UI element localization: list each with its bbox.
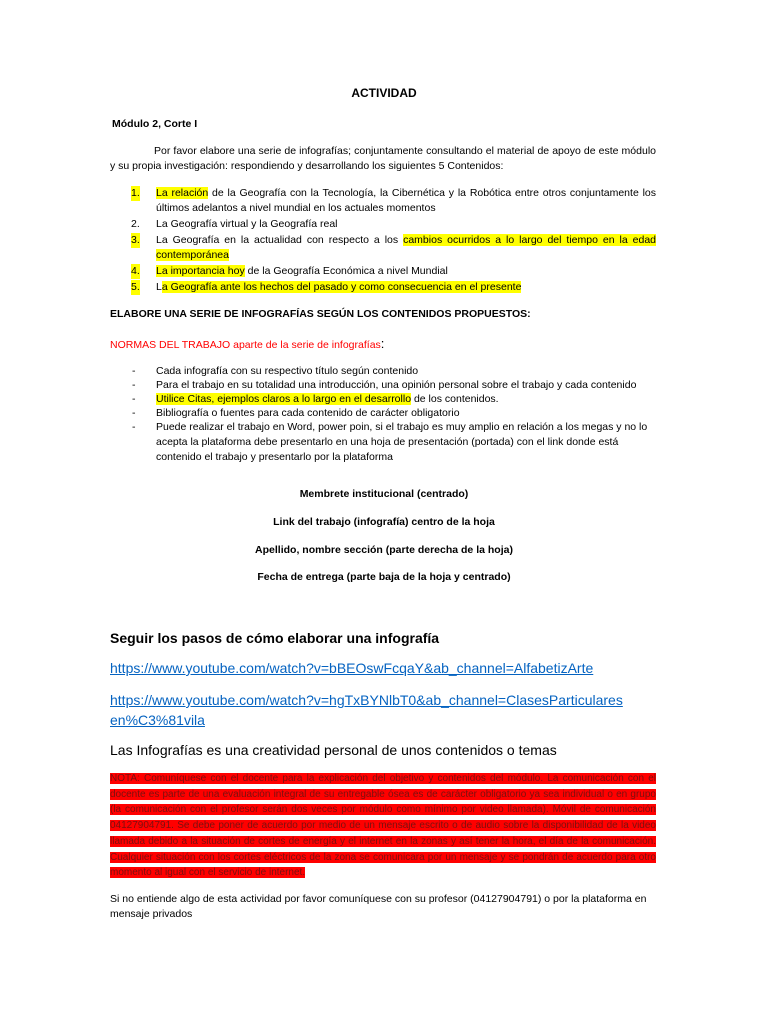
list-item (110, 264, 656, 279)
item-text: de la Geografía con la Tecnología, la Cibernética y la Robótica entre otros conjuntamente los últimos adelantos a nivel mundial en los actuales momentos (156, 187, 656, 214)
highlighted-text: Utilice Citas, ejemplos claros a lo largo en el desarrollo (156, 393, 412, 405)
module-subtitle: Módulo 2, Corte I (112, 118, 198, 130)
intro-paragraph (110, 144, 656, 174)
contents-list (110, 186, 656, 296)
rules-list (110, 364, 656, 464)
cover-line-date: Fecha de entrega (parte baja de la hoja y centrado) (257, 571, 511, 583)
creativity-text: Las Infografías es una creatividad personal de unos contenidos o temas (110, 742, 557, 758)
intro-text: Por favor elabore una serie de infografías; conjuntamente consultando el material de apoyo de este módulo y su propia investigación: respondiendo y desarrollando los siguientes 5 Contenidos: (110, 145, 656, 172)
normas-colon: : (380, 336, 385, 351)
item-text: Cada infografía con su respectivo título según contenido (156, 365, 419, 377)
nota-text: NOTA: Comuníquese con el docente para la explicación del objetivo y contenidos del módulo. La comunicación con el docente es parte de una evaluación integral de su entregable ósea es de carácter obligatorio ya sea individual o en grupo (la comunicación con el profesor serán dos veces por módulo como mínimo por video llamada). Móvil de comunicación 04127904791. Se debe poner de acuerdo por medio de un mensaje escrito o de audio sobre la disponibilidad de la video llamada debido a la situación de cortes de energía y el internet en la zonas y así tener la hora, el día de la comunicación. Cualquier situación con los cortes eléctricos de la zona se comunicara por un mensaje y se pondrán de acuerdo para otro momento al igual con el servicio de internet. (110, 773, 656, 879)
youtube-link-alfabetizarte[interactable]: https://www.youtube.com/watch?v=bBEOswFcqaY&ab_channel=AlfabetizArte (110, 660, 594, 676)
item-text: Bibliografía o fuentes para cada contenido de carácter obligatorio (156, 407, 460, 419)
item-number: 1. (131, 187, 140, 199)
document-title: ACTIVIDAD (351, 86, 417, 100)
item-text: de los contenidos. (411, 393, 499, 405)
list-item (110, 378, 656, 393)
list-item (110, 280, 656, 295)
list-item (110, 392, 656, 407)
list-item (110, 406, 656, 421)
item-text: de la Geografía Económica a nivel Mundial (244, 265, 448, 277)
item-text: La Geografía en la actualidad con respecto a los (156, 234, 404, 246)
list-item (110, 420, 656, 465)
highlighted-text: a Geografía ante los hechos del pasado y como consecuencia en el presente (161, 281, 522, 293)
dash-bullet: - (132, 421, 136, 433)
item-text: Para el trabajo en su totalidad una introducción, una opinión personal sobre el trabajo y cada contenido (156, 379, 637, 391)
cover-line-link: Link del trabajo (infografía) centro de la hoja (273, 516, 495, 528)
item-number: 2. (131, 218, 140, 230)
cover-line-name: Apellido, nombre sección (parte derecha de la hoja) (255, 544, 513, 556)
item-text: La Geografía virtual y la Geografía real (156, 218, 338, 230)
nota-block (110, 771, 656, 881)
dash-bullet: - (132, 365, 136, 377)
item-text: Puede realizar el trabajo en Word, power poin, si el trabajo es muy amplio en relación a los megas y no lo acepta la plataforma debe presentarlo en una hoja de presentación (portada) con el link donde está contenido el trabajo y presentarlo por la plataforma (156, 421, 648, 463)
steps-heading: Seguir los pasos de cómo elaborar una infografía (110, 630, 440, 646)
closing-paragraph: Si no entiende algo de esta actividad por favor comuníquese con su profesor (04127904791) o por la plataforma en mensaje privados (110, 893, 647, 920)
normas-text: NORMAS DEL TRABAJO aparte de la serie de infografías (110, 339, 381, 351)
item-number: 5. (131, 281, 140, 293)
item-number: 4. (131, 265, 140, 277)
highlighted-text: La importancia hoy (156, 265, 245, 277)
elabore-heading: ELABORE UNA SERIE DE INFOGRAFÍAS SEGÚN LOS CONTENIDOS PROPUESTOS: (110, 308, 531, 320)
list-item (110, 186, 656, 216)
item-text: L (156, 281, 162, 293)
cover-line-letterhead: Membrete institucional (centrado) (299, 488, 469, 500)
list-item (110, 217, 656, 232)
youtube-link-clases[interactable]: https://www.youtube.com/watch?v=hgTxBYNlbT0&ab_channel=ClasesParticularesen%C3%81vila (110, 692, 623, 728)
highlighted-text: La relación (156, 187, 209, 199)
list-item (110, 364, 656, 379)
dash-bullet: - (132, 379, 136, 391)
dash-bullet: - (132, 407, 136, 419)
dash-bullet: - (132, 393, 136, 405)
list-item (110, 233, 656, 263)
highlighted-text: cambios ocurridos a lo largo del tiempo en la edad contemporánea (156, 234, 656, 261)
normas-heading (110, 336, 384, 353)
item-number: 3. (131, 234, 140, 246)
